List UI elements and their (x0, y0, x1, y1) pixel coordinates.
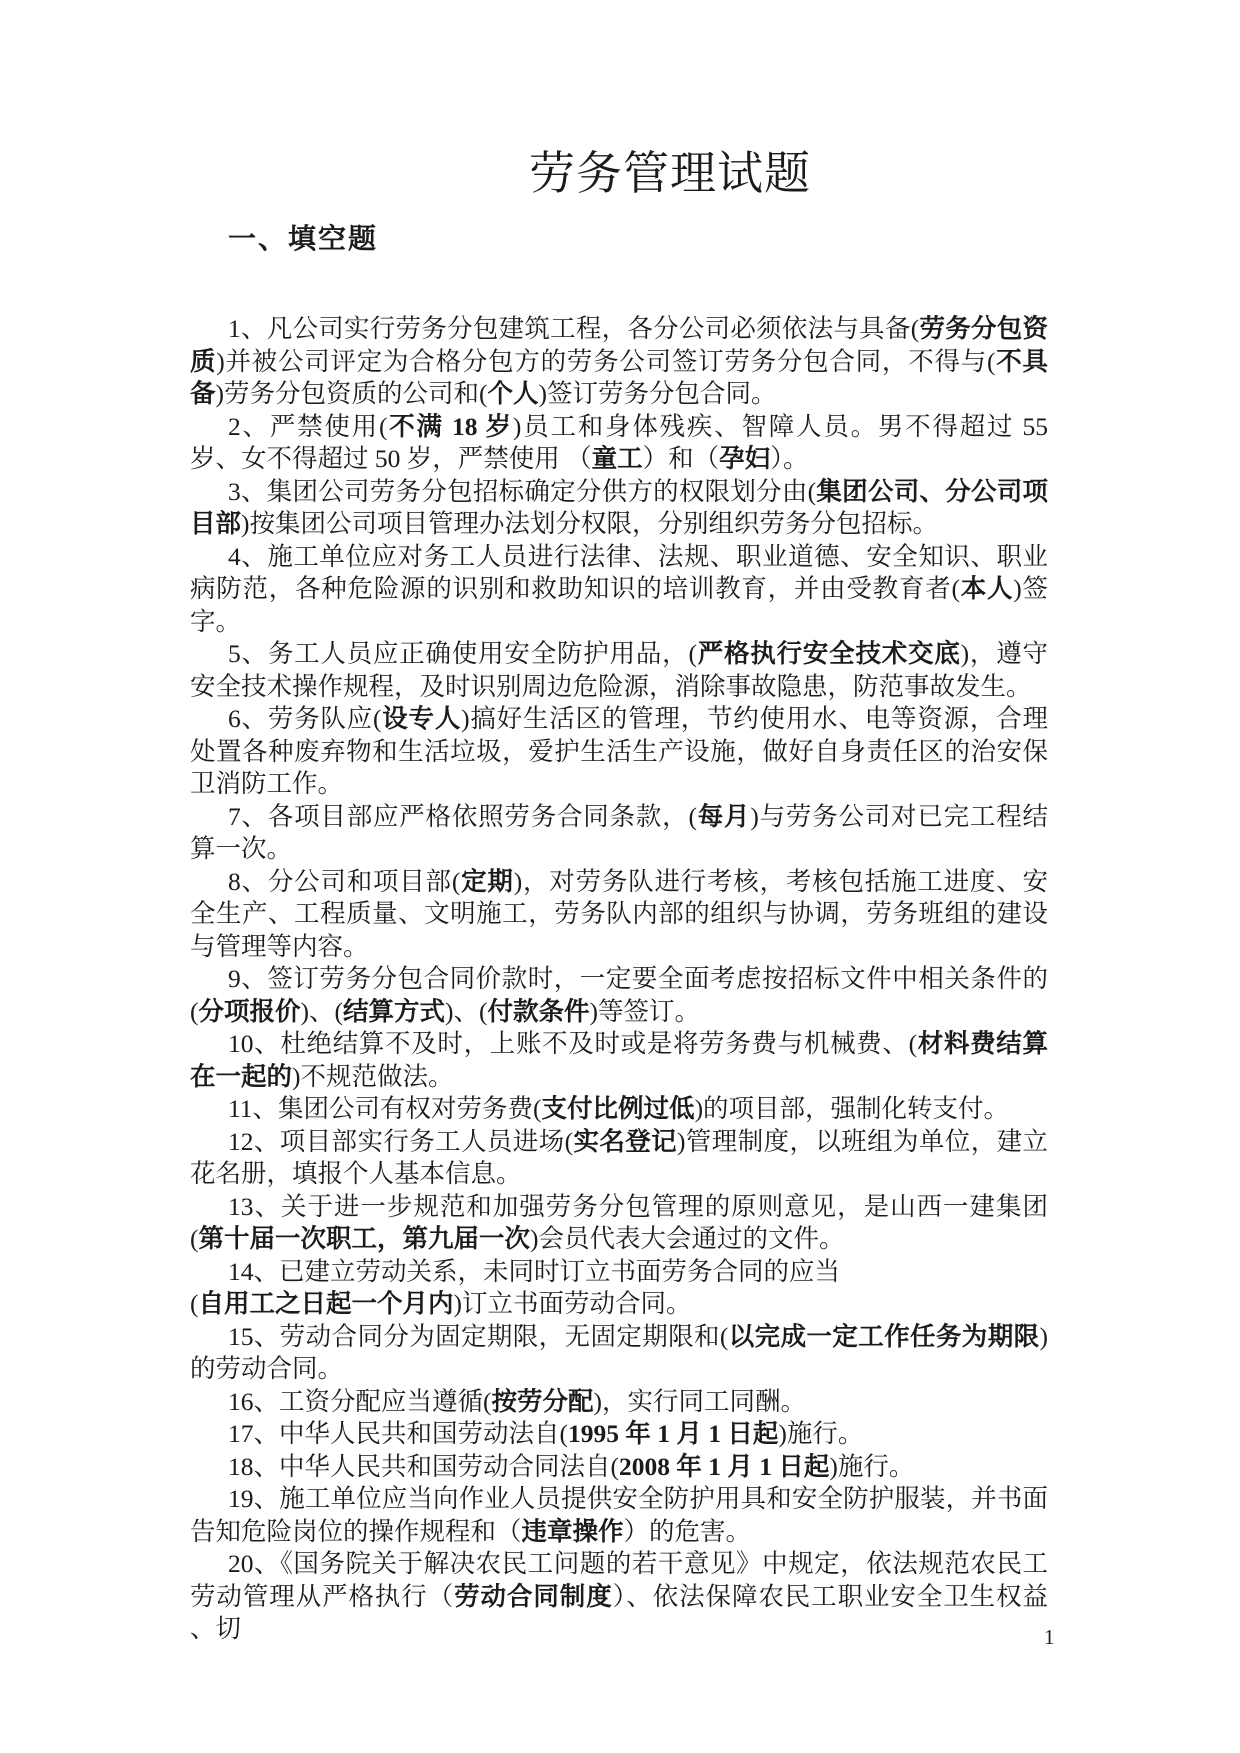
question-text: 9、签订劳务分包合同价款时，一定要全面考虑按招标文件中相关条件的( (190, 964, 1048, 1026)
question-text: 6、劳务队应( (228, 704, 382, 733)
answer-text: 劳务分包资质 (190, 314, 1048, 376)
question-text: )，实行同工同酬。 (593, 1386, 807, 1416)
question-text: )的劳动合同。 (190, 1321, 1048, 1383)
section-heading: 一、填空题 (228, 223, 379, 254)
question-text: )施行。 (829, 1451, 915, 1481)
question-text: ）的危害。 (623, 1516, 752, 1546)
answer-text: 每月 (696, 801, 751, 831)
question-text: )与劳务公司对已完工程结算一次。 (190, 801, 1048, 863)
answer-text: 2008 年 1 月 1 日起 (619, 1451, 830, 1481)
answer-text: 孕妇 (719, 444, 771, 473)
question-text: 17、中华人民共和国劳动法自( (228, 1419, 568, 1448)
question-text: )，遵守安全技术操作规程，及时识别周边危险源，消除事故隐患，防范事故发生。 (190, 639, 1048, 701)
question-text: 13、关于进一步规范和加强劳务分包管理的原则意见，是山西一建集团( (190, 1191, 1048, 1253)
answer-text: 分项报价 (198, 996, 301, 1026)
question-paragraph (190, 1126, 1048, 1191)
answer-text: 不具备 (190, 346, 1048, 408)
question-text: ( (190, 1289, 199, 1318)
question-text: ）和（ (642, 444, 720, 473)
question-text: )的项目部，强制化转支付。 (694, 1094, 1010, 1123)
question-text: )，对劳务队进行考核，考核包括施工进度、安全生产、工程质量、文明施工，劳务队内部的组织与协调，劳务班组的建设与管理等内容。 (190, 866, 1048, 961)
question-text: 15、劳动合同分为固定期限，无固定期限和( (228, 1321, 729, 1351)
question-text: 14、已建立劳动关系，未同时订立书面劳务合同的应当 (228, 1256, 841, 1286)
question-text: 7、各项目部应严格依照劳务合同条款，( (228, 801, 697, 831)
question-paragraph (190, 313, 1048, 411)
question-text: 5、务工人员应正确使用安全防护用品，( (228, 639, 697, 668)
question-text: )、( (300, 996, 343, 1026)
answer-text: 集团公司、分公司项目部 (190, 476, 1048, 538)
question-text: )管理制度，以班组为单位，建立花名册，填报个人基本信息。 (190, 1126, 1048, 1188)
question-paragraph (190, 1321, 1048, 1386)
answer-text: 不满 18 岁 (387, 411, 513, 441)
question-paragraph (190, 1548, 1048, 1646)
answer-text: 第十届一次职工，第九届一次 (198, 1224, 531, 1253)
question-text: 10、杜绝结算不及时，上账不及时或是将劳务费与机械费、( (228, 1029, 918, 1058)
question-text: )不规范做法。 (292, 1061, 454, 1091)
question-text: 18、中华人民共和国劳动合同法自( (228, 1451, 619, 1481)
question-text: )施行。 (778, 1419, 864, 1448)
question-paragraph (190, 541, 1048, 639)
question-text: 4、施工单位应对务工人员进行法律、法规、职业道德、安全知识、职业病防范，各种危险源的识别和救助知识的培训教育，并由受教育者( (190, 541, 1048, 603)
question-paragraph (190, 866, 1048, 964)
question-paragraph (190, 1093, 1048, 1126)
question-paragraph (190, 1418, 1048, 1451)
answer-text: 本人 (959, 574, 1014, 603)
question-text: 16、工资分配应当遵循( (228, 1386, 492, 1416)
question-text: 12、项目部实行务工人员进场( (228, 1126, 574, 1156)
question-paragraph (190, 1191, 1048, 1256)
question-text: )并被公司评定为合格分包方的劳务公司签订劳务分包合同，不得与( (216, 346, 996, 376)
question-text: 11、集团公司有权对劳务费( (228, 1094, 542, 1123)
answer-text: 支付比例过低 (541, 1094, 695, 1123)
question-text: )签订劳务分包合同。 (538, 379, 777, 408)
question-text: )订立书面劳动合同。 (453, 1289, 692, 1318)
answer-text: 劳动合同制度 (454, 1581, 613, 1611)
question-text: 20、《国务院关于解决农民工问题的若干意见》中规定，依法规范农民工劳动管理从严格执行（ (190, 1549, 1048, 1611)
page-number: 1 (1044, 1625, 1055, 1649)
question-paragraph (190, 476, 1048, 541)
question-text: )、( (445, 996, 488, 1026)
answer-text: 个人 (487, 379, 539, 408)
answer-text: 童工 (591, 444, 643, 473)
question-paragraph (190, 411, 1048, 476)
question-paragraph (190, 1028, 1048, 1093)
answer-text: 1995 年 1 月 1 日起 (568, 1419, 779, 1448)
question-text: 2、严禁使用( (228, 411, 388, 441)
answer-text: 严格执行安全技术交底 (696, 639, 961, 668)
question-text: )签字。 (190, 574, 1048, 636)
question-text: )劳务分包资质的公司和( (215, 379, 488, 408)
question-paragraph (190, 638, 1048, 703)
answer-text: 材料费结算在一起的 (190, 1029, 1048, 1091)
question-paragraph (190, 1451, 1048, 1484)
question-text: 8、分公司和项目部( (228, 866, 461, 896)
question-text: 3、集团公司劳务分包招标确定分供方的权限划分由( (228, 476, 817, 506)
question-paragraph (190, 703, 1048, 801)
question-paragraph (190, 1256, 1048, 1321)
document-title: 劳务管理试题 (529, 148, 811, 199)
question-text: )会员代表大会通过的文件。 (530, 1224, 845, 1253)
question-text: ）。 (770, 444, 809, 473)
answer-text: 设专人 (381, 704, 462, 733)
question-paragraph (190, 801, 1048, 866)
answer-text: 付款条件 (487, 996, 590, 1026)
question-paragraph (190, 1386, 1048, 1419)
question-text: )按集团公司项目管理办法划分权限，分别组织劳务分包招标。 (241, 509, 939, 538)
answer-text: 自用工之日起一个月内 (198, 1289, 454, 1318)
question-paragraph (190, 963, 1048, 1028)
answer-text: 定期 (460, 866, 514, 896)
answer-text: 以完成一定工作任务为期限 (728, 1321, 1040, 1351)
question-text: 19、施工单位应当向作业人员提供安全防护用具和安全防护服装，并书面告知危险岗位的操作规程和（ (190, 1484, 1048, 1546)
question-list (190, 313, 1048, 1646)
question-text: )搞好生活区的管理，节约使用水、电等资源，合理处置各种废弃物和生活垃圾，爱护生活生产设施，做好自身责任区的治安保卫消防工作。 (190, 704, 1048, 798)
question-text: ）、依法保障农民工职业安全卫生权益 、切 (190, 1581, 1048, 1643)
answer-text: 按劳分配 (491, 1386, 594, 1416)
answer-text: 结算方式 (343, 996, 446, 1026)
answer-text: 违章操作 (521, 1516, 624, 1546)
answer-text: 实名登记 (573, 1126, 678, 1156)
question-text: )员工和身体残疾、智障人员。男不得超过 55 岁、女不得超过 50 岁，严禁使用 （ (190, 411, 1048, 473)
question-text: 1、凡公司实行劳务分包建筑工程，各分公司必须依法与具备( (228, 314, 920, 343)
question-text: )等签订。 (589, 996, 701, 1026)
question-paragraph (190, 1483, 1048, 1548)
